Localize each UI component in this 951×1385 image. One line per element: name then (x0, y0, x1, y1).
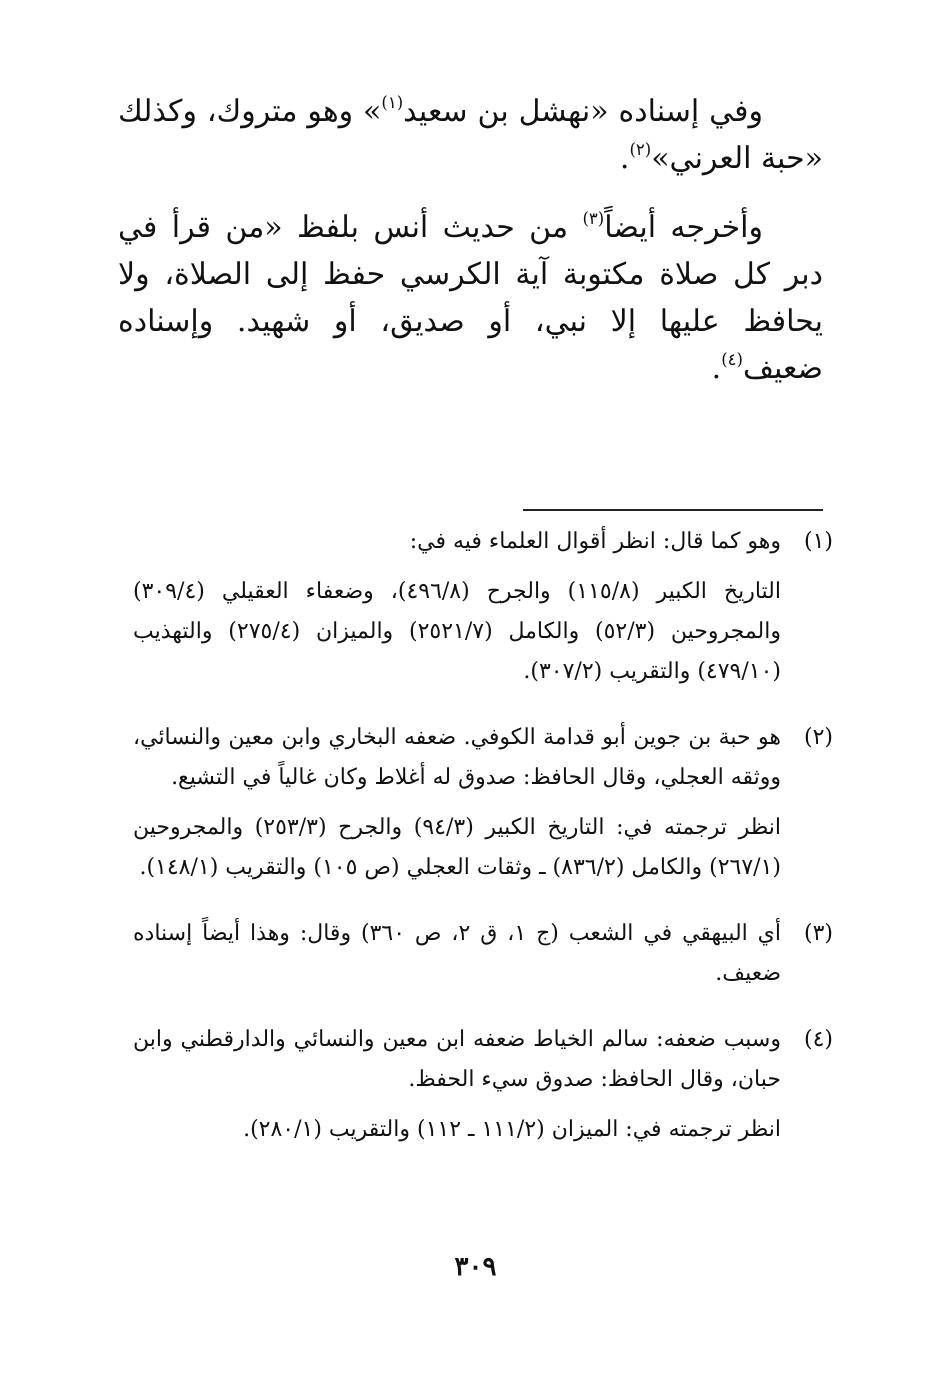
footnote-paragraph: وسبب ضعفه: سالم الخياط ضعفه ابن معين والنسائي والدارقطني وابن حبان، وقال الحافظ: صدوق سيء الحفظ. (133, 1027, 781, 1092)
footnote-paragraph: انظر ترجمته في: التاريخ الكبير (٩٤/٣) والجرح (٢٥٣/٣) والمجروحين (٢٦٧/١) والكامل (٨٣٦/٢) ـ وثقات العجلي (ص ١٠٥) والتقريب (١٤٨/١). (133, 815, 781, 880)
footnote-ref-2: (٢) (629, 139, 652, 159)
page-number: ٣٠٩ (454, 1252, 497, 1282)
footnote-paragraph: وهو كما قال: انظر أقوال العلماء فيه في: (409, 529, 781, 554)
footnote-4 (133, 1020, 833, 1150)
main-paragraph-1: وفي إسناده «نهشل بن سعيد$^{(١)}$» وهو متروك، وكذلك «حبة العرني»$^{(٢)}$. (118, 92, 823, 176)
footnote-divider (523, 509, 823, 511)
footnote-number: (٢) (803, 725, 833, 750)
footnote-paragraph: أي البيهقي في الشعب (ج ١، ق ٢، ص ٣٦٠) وقال: وهذا أيضاً إسناده ضعيف. (133, 921, 782, 986)
footnote-ref-3: (٣) (582, 208, 605, 228)
main-text (118, 88, 823, 414)
footnote-number: (١) (803, 529, 833, 554)
footnote-3 (133, 914, 833, 994)
footnote-1 (133, 522, 833, 692)
footnote-ref-4: (٤) (721, 349, 743, 369)
footnote-number: (٣) (803, 921, 833, 946)
footnote-ref-1: (١) (381, 92, 404, 112)
main-paragraph-2: وأخرجه أيضاً$^{(٣)}$ من حديث أنس بلفظ «من قرأ في دبر كل صلاة مكتوبة آية الكرسي حفظ إلى الصلاة، ولا يحافظ عليها إلا نبي، أو صديق، أو شهيد. وإسناده ضعيف$^{(٤)}$. (118, 208, 823, 386)
footnotes (133, 522, 833, 1176)
footnote-2 (133, 718, 833, 888)
footnote-paragraph: هو حبة بن جوين أبو قدامة الكوفي. ضعفه البخاري وابن معين والنسائي، ووثقه العجلي، وقال الحافظ: صدوق له أغلاط وكان غالياً في التشيع. (133, 725, 781, 790)
footnote-number: (٤) (803, 1027, 833, 1052)
footnote-paragraph: انظر ترجمته في: الميزان (١١١/٢ ـ ١١٢) والتقريب (٢٨٠/١). (243, 1117, 781, 1142)
footnote-paragraph: التاريخ الكبير (١١٥/٨) والجرح (٤٩٦/٨)، وضعفاء العقيلي (٣٠٩/٤) والمجروحين (٥٢/٣) والكامل (٢٥٢١/٧) والميزان (٢٧٥/٤) والتهذيب (٤٧٩/١٠) والتقريب (٣٠٧/٢). (133, 579, 781, 684)
